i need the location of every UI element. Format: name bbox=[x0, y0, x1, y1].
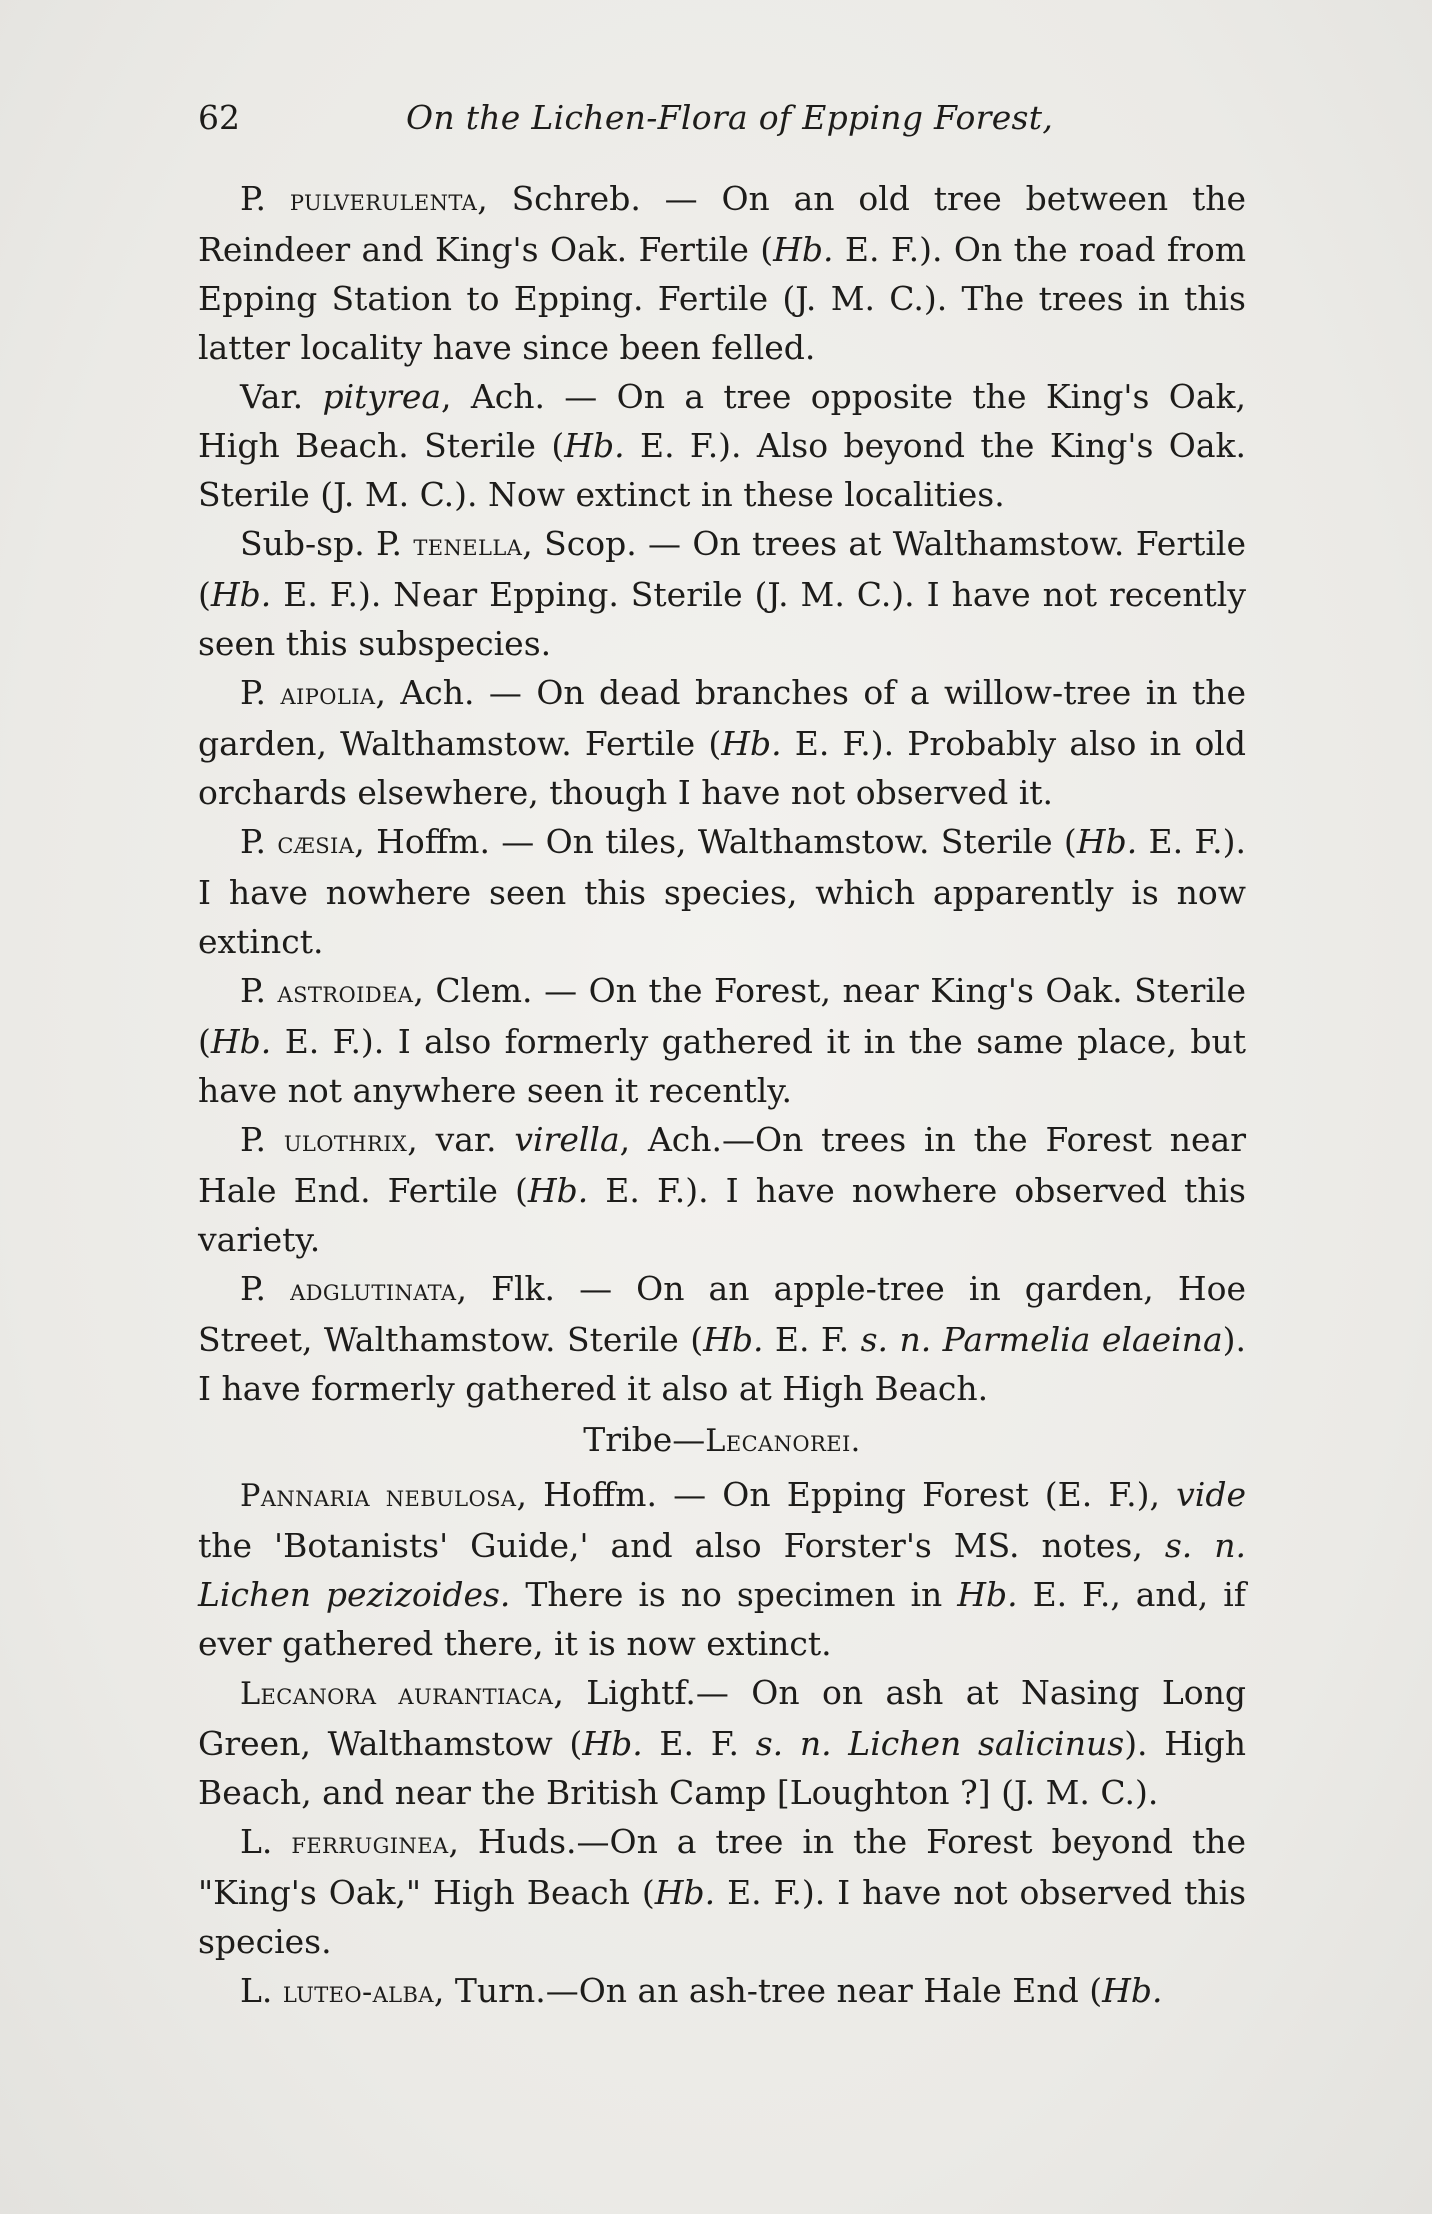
genus-species-name: Lecanora aurantiaca bbox=[240, 1677, 554, 1712]
entry-pulverulenta: P. pulverulenta, Schreb. — On an old tree between the Reindeer and King's Oak. Fertile (Hb. E. F.). On the road from Epping Station to Epping. Fertile (J. M. C.). The trees in this latter locality have since been felled. bbox=[198, 179, 1246, 367]
entry-pannaria-nebulosa: Pannaria nebulosa, Hoffm. — On Epping Forest (E. F.), vide the 'Botanists' Guide,' and also Forster's MS. notes, s. n. Lichen pezizoides. There is no specimen in Hb. E. F., and, if ever gathered there, it is now extinct. bbox=[198, 1475, 1247, 1663]
species-name: pulverulenta bbox=[289, 183, 478, 218]
entry-lecanora-aurantiaca: Lecanora aurantiaca, Lightf.— On on ash at Nasing Long Green, Walthamstow (Hb. E. F. s. n. Lichen salicinus). High Beach, and near the British Camp [Loughton ?] (J. M. C.). bbox=[198, 1673, 1246, 1812]
entry-astroidea: P. astroidea, Clem. — On the Forest, near King's Oak. Sterile (Hb. E. F.). I also formerly gathered it in the same place, but have not anywhere seen it recently. bbox=[198, 971, 1246, 1110]
species-name: aipolia bbox=[280, 677, 376, 712]
entry-tenella: Sub-sp. P. tenella, Scop. — On trees at Walthamstow. Fertile (Hb. E. F.). Near Epping. Sterile (J. M. C.). I have not recently seen this subspecies. bbox=[198, 524, 1246, 663]
entry-adglutinata: P. adglutinata, Flk. — On an apple-tree in garden, Hoe Street, Walthamstow. Sterile (Hb. E. F. s. n. Parmelia elaeina). I have formerly gathered it also at High Beach. bbox=[198, 1269, 1247, 1408]
running-title: On the Lichen-Flora of Epping Forest, bbox=[406, 98, 1054, 137]
entry-aipolia: P. aipolia, Ach. — On dead branches of a willow-tree in the garden, Walthamstow. Fertile (Hb. E. F.). Probably also in old orchards elsewhere, though I have not observed it. bbox=[198, 673, 1246, 812]
species-name: ferruginea bbox=[291, 1826, 449, 1861]
species-name: astroidea bbox=[277, 975, 414, 1010]
tribe-name: Lecanorei. bbox=[705, 1424, 861, 1459]
entry-ferruginea: L. ferruginea, Huds.—On a tree in the Forest beyond the "King's Oak," High Beach (Hb. E. F.). I have not observed this species. bbox=[198, 1822, 1247, 1961]
genus-species-name: Pannaria nebulosa bbox=[240, 1479, 517, 1514]
entry-caesia: P. cæsia, Hoffm. — On tiles, Walthamstow. Sterile (Hb. E. F.). I have nowhere seen this species, which apparently is now extinct. bbox=[198, 822, 1247, 961]
species-name: adglutinata bbox=[290, 1273, 457, 1308]
species-name: ulothrix bbox=[283, 1124, 408, 1159]
entry-var-pityrea: Var. pityrea, Ach. — On a tree opposite the King's Oak, High Beach. Sterile (Hb. E. F.). Also beyond the King's Oak. Sterile (J. M. C.). Now extinct in these localities. bbox=[198, 377, 1247, 514]
tribe-heading: Tribe—Lecanorei. bbox=[583, 1420, 861, 1459]
page-header bbox=[198, 98, 1238, 148]
entry-ulothrix: P. ulothrix, var. virella, Ach.—On trees in the Forest near Hale End. Fertile (Hb. E. F.). I have nowhere observed this variety. bbox=[198, 1120, 1246, 1259]
page-number: 62 bbox=[198, 98, 240, 137]
species-name: cæsia bbox=[277, 826, 355, 861]
entry-luteo-alba: L. luteo-alba, Turn.—On an ash-tree near Hale End (Hb. bbox=[240, 1971, 1163, 2010]
variety-name: virella bbox=[514, 1120, 620, 1159]
variety-name: pityrea bbox=[322, 377, 442, 416]
body-text bbox=[198, 174, 1246, 2017]
species-name: tenella bbox=[413, 528, 523, 563]
species-name: luteo-alba bbox=[282, 1975, 434, 2010]
